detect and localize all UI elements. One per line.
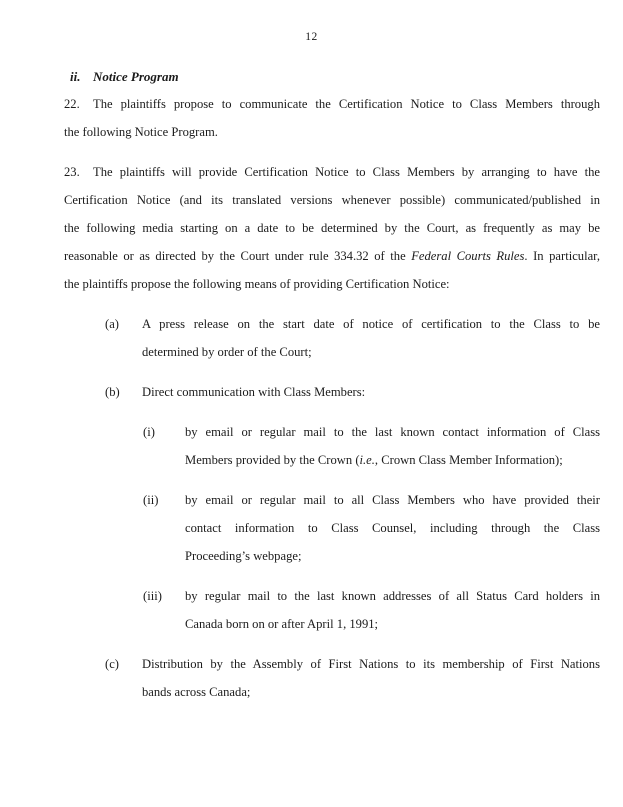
- text-line: [185, 514, 600, 542]
- text-line: [185, 418, 600, 446]
- italic-text-segment: Federal Courts Rules: [411, 249, 525, 263]
- text-segment: The plaintiffs will provide Certification Notice to Class Members by arranging to have the: [93, 165, 600, 179]
- text-segment: A press release on the start date of notice of certification to the Class to be: [142, 317, 600, 331]
- text-segment: Certification Notice (and its translated versions whenever possible) communicated/published in: [64, 193, 600, 207]
- item-c: [64, 650, 600, 706]
- text-line: [64, 186, 600, 214]
- text-segment: by email or regular mail to all Class Members who have provided their: [185, 493, 600, 507]
- section-heading-marker: ii.: [70, 69, 81, 84]
- text-segment: by regular mail to the last known addresses of all Status Card holders in: [185, 589, 600, 603]
- list-item-marker: (i): [143, 425, 155, 439]
- italic-text-segment: i.e.: [359, 453, 375, 467]
- paragraph-lines: [185, 486, 600, 570]
- paragraph-list: [0, 90, 623, 706]
- text-segment: the following Notice Program.: [64, 125, 218, 139]
- paragraph-lines: [185, 582, 600, 638]
- paragraph-lines: [142, 650, 600, 706]
- item-b-i: [64, 418, 600, 474]
- text-line: [142, 678, 600, 706]
- text-line: [142, 650, 600, 678]
- paragraph-lines: [185, 418, 600, 474]
- text-segment: bands across Canada;: [142, 685, 251, 699]
- text-line: [64, 118, 600, 146]
- paragraph-lines: [64, 158, 600, 298]
- text-segment: Canada born on or after April 1, 1991;: [185, 617, 379, 631]
- paragraph-number: 22.: [64, 97, 80, 111]
- item-b-iii: [64, 582, 600, 638]
- item-b: [64, 378, 600, 406]
- item-a: [64, 310, 600, 366]
- text-segment: Proceeding’s webpage;: [185, 549, 302, 563]
- text-segment: the plaintiffs propose the following means of providing Certification Notice:: [64, 277, 450, 291]
- text-segment: determined by order of the Court;: [142, 345, 312, 359]
- text-segment: Direct communication with Class Members:: [142, 385, 366, 399]
- list-item-marker: (c): [105, 657, 119, 671]
- text-line: [185, 486, 600, 514]
- text-line: [64, 158, 600, 186]
- text-line: [142, 378, 600, 406]
- text-line: [185, 446, 600, 474]
- list-item-marker: (b): [105, 385, 120, 399]
- section-heading-title: Notice Program: [93, 69, 179, 84]
- text-line: [142, 310, 600, 338]
- text-segment: contact information to Class Counsel, including through the Class: [185, 521, 600, 535]
- text-segment: reasonable or as directed by the Court under rule 334.32 of the: [64, 249, 412, 263]
- text-line: [185, 582, 600, 610]
- text-segment: Members provided by the Crown (: [185, 453, 360, 467]
- paragraph-lines: [142, 310, 600, 366]
- paragraph-number: 23.: [64, 165, 80, 179]
- text-line: [64, 90, 600, 118]
- text-line: [64, 242, 600, 270]
- para-23: [64, 158, 600, 298]
- text-segment: The plaintiffs propose to communicate the Certification Notice to Class Members through: [93, 97, 600, 111]
- list-item-marker: (ii): [143, 493, 159, 507]
- text-segment: Distribution by the Assembly of First Nations to its membership of First Nations: [142, 657, 600, 671]
- page-number: 12: [305, 31, 318, 43]
- paragraph-lines: [142, 378, 600, 406]
- list-item-marker: (a): [105, 317, 119, 331]
- section-heading: [64, 64, 600, 90]
- para-22: [64, 90, 600, 146]
- text-segment: by email or regular mail to the last known contact information of Class: [185, 425, 600, 439]
- text-segment: the following media starting on a date to be determined by the Court, as frequently as may be: [64, 221, 600, 235]
- text-segment: , Crown Class Member Information);: [374, 453, 563, 467]
- text-line: [142, 338, 600, 366]
- text-line: [185, 610, 600, 638]
- text-segment: . In particular,: [524, 249, 600, 263]
- text-line: [64, 214, 600, 242]
- text-line: [64, 270, 600, 298]
- paragraph-lines: [64, 90, 600, 146]
- text-line: [185, 542, 600, 570]
- item-b-ii: [64, 486, 600, 570]
- list-item-marker: (iii): [143, 589, 162, 603]
